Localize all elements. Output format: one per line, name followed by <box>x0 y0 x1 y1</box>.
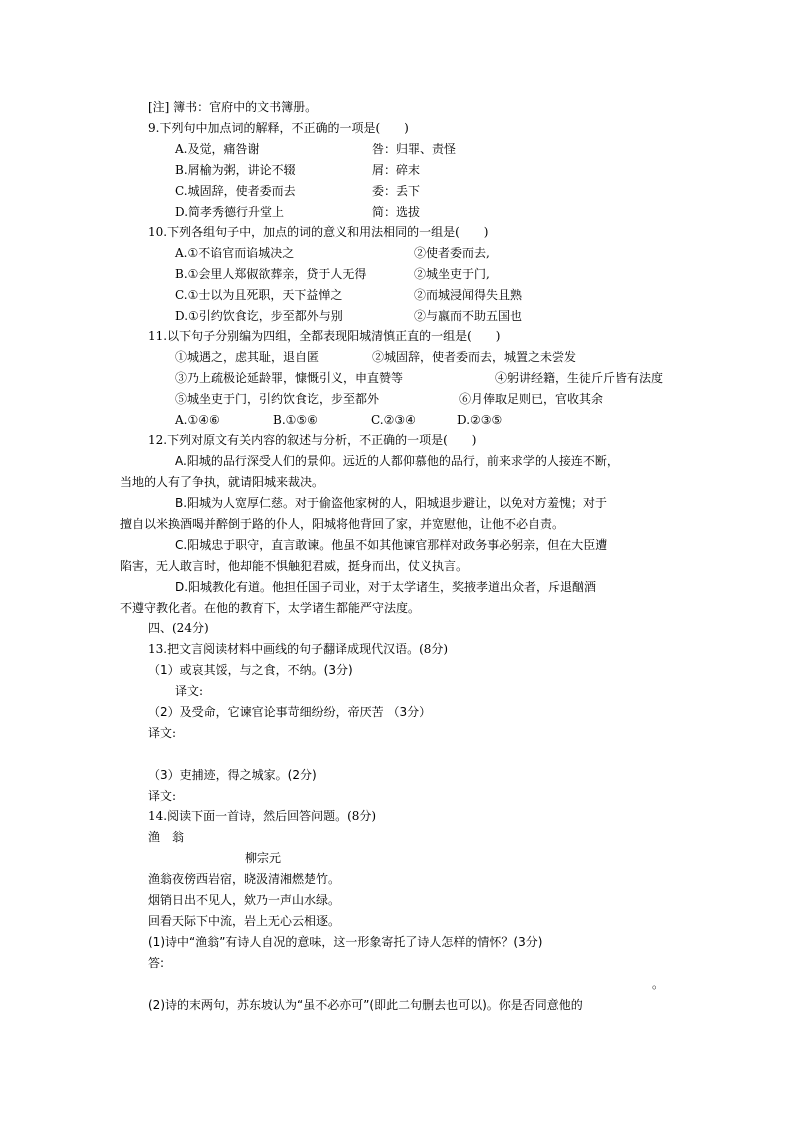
q10-option-c-right: ②而城浸闻得失且熟 <box>414 288 523 302</box>
q11-choice-d: D.②③⑤ <box>457 413 503 427</box>
q10-option-a-left: A.①不谄官而谄城决之 <box>175 246 295 260</box>
section-heading: 四、(24分) <box>148 621 209 635</box>
q11-item-3: ③乃上疏极论延龄罪，慷慨引义，申直赞等 <box>175 371 404 385</box>
q14-part-1: (1)诗中“渔翁”有诗人自况的意味，这一形象寄托了诗人怎样的情怀？(3分) <box>148 935 543 949</box>
q10-option-c-left: C.①士以为且死职，天下益惮之 <box>175 288 343 302</box>
q13-translation-label-3: 译文: <box>148 789 177 803</box>
q12-option-b-line1: B.阳城为人宽厚仁慈。对于偷盗他家树的人，阳城退步避让，以免对方羞愧；对于 <box>175 496 608 510</box>
q9-option-a <box>175 141 457 157</box>
q9-option-a-sentence: A.及觉，痛咎谢 <box>175 142 260 156</box>
q12-option-b-line2: 擅自以米换酒喝并醉倒于路的仆人，阳城将他背回了家，并宽慰他，让他不必自责。 <box>120 517 565 531</box>
q12-option-c-line2: 陷害，无人敢言时，他却能不惧触犯君威，挺身而出，仗义执言。 <box>120 559 469 573</box>
q13-translation-label-1: 译文: <box>175 684 204 698</box>
poem-author: 柳宗元 <box>245 851 282 865</box>
q12-option-a-line2: 当地的人有了争执，就请阳城来裁决。 <box>120 475 325 489</box>
q13-stem: 13.把文言阅读材料中画线的句子翻译成现代汉语。(8分) <box>148 642 449 656</box>
q12-option-d-line2: 不遵守教化者。在他的教育下，太学诸生都能严守法度。 <box>120 601 421 615</box>
q11-item-5: ⑤城坐吏于门，引约饮食讫，步至都外 <box>175 392 380 406</box>
poem-line-2: 烟销日出不见人，欸乃一声山水绿。 <box>148 893 341 907</box>
q10-option-a <box>175 245 490 261</box>
q13-translation-label-2: 译文: <box>148 726 177 740</box>
q9-option-d <box>175 204 421 220</box>
q9-option-c <box>175 183 421 199</box>
q11-item-row <box>175 370 664 386</box>
q9-option-b <box>175 162 421 178</box>
q11-item-4: ④躬讲经籍，生徒斤斤皆有法度 <box>495 371 664 385</box>
q14-answer-end-mark: 。 <box>652 977 665 991</box>
poem-title: 渔 翁 <box>148 830 185 844</box>
q9-option-c-gloss: 委：丢下 <box>372 184 421 198</box>
q11-choice-a: A.①④⑥ <box>175 413 220 427</box>
q10-stem: 10.下列各组句子中，加点的词的意义和用法相同的一组是( ) <box>148 225 489 239</box>
q9-option-b-sentence: B.屑榆为粥，讲论不辍 <box>175 163 296 177</box>
q10-option-b-left: B.①会里人郑俶欲葬亲，贷于人无得 <box>175 267 367 281</box>
q12-option-d-line1: D.阳城教化有道。他担任国子司业，对于太学诸生，奖掖孝道出众者，斥退酗酒 <box>175 580 597 594</box>
q11-item-row <box>175 391 604 407</box>
q12-stem: 12.下列对原文有关内容的叙述与分析，不正确的一项是( ) <box>148 433 477 447</box>
q10-option-c <box>175 287 523 303</box>
q10-option-b-right: ②城坐吏于门, <box>414 267 490 281</box>
q9-option-d-sentence: D.简孝秀德行升堂上 <box>175 205 285 219</box>
q11-choice-c: C.②③④ <box>371 413 416 427</box>
q10-option-b <box>175 266 490 282</box>
footnote: [注] 簿书：官府中的文书簿册。 <box>148 100 318 114</box>
q10-option-d <box>175 308 523 324</box>
q14-stem: 14.阅读下面一首诗，然后回答问题。(8分) <box>148 809 377 823</box>
q10-option-d-left: D.①引约饮食讫，步至都外与别 <box>175 309 343 323</box>
q13-sentence-3: （3）吏捕迹，得之城家。(2分) <box>148 768 317 782</box>
q14-part-2: (2)诗的末两句，苏东坡认为“虽不必亦可”(即此二句删去也可以)。你是否同意他的 <box>148 998 583 1012</box>
q11-item-2: ②城固辞，使者委而去，城置之未尝发 <box>372 350 577 364</box>
q9-stem: 9.下列句中加点词的解释，不正确的一项是( ) <box>148 121 409 135</box>
q13-sentence-1: （1）或哀其馁，与之食，不纳。(3分) <box>148 663 353 677</box>
q11-choice-b: B.①⑤⑥ <box>273 413 318 427</box>
q13-sentence-2: （2）及受命，它谏官论事苛细纷纷，帝厌苦 （3分） <box>148 705 432 719</box>
poem-line-3: 回看天际下中流，岩上无心云相逐。 <box>148 914 341 928</box>
q11-item-row <box>175 349 577 365</box>
q11-stem: 11.以下句子分别编为四组，全都表现阳城清慎正直的一组是( ) <box>148 329 501 343</box>
q9-option-c-sentence: C.城固辞，使者委而去 <box>175 184 296 198</box>
q9-option-d-gloss: 简：选拔 <box>372 205 421 219</box>
q12-option-c-line1: C.阳城忠于职守，直言敢谏。他虽不如其他谏官那样对政务事必躬亲，但在大臣遭 <box>175 538 608 552</box>
q9-option-a-gloss: 咎：归罪、责怪 <box>372 142 457 156</box>
q11-item-1: ①城遇之，虑其耻，退自匿 <box>175 350 320 364</box>
q12-option-a-line1: A.阳城的品行深受人们的景仰。远近的人都仰慕他的品行，前来求学的人接连不断， <box>175 454 619 468</box>
q14-answer-label: 答: <box>148 956 165 970</box>
q9-option-b-gloss: 屑：碎末 <box>372 163 421 177</box>
poem-line-1: 渔翁夜傍西岩宿，晓汲清湘燃楚竹。 <box>148 872 341 886</box>
q11-item-6: ⑥月俸取足则已，官收其余 <box>459 392 604 406</box>
q10-option-d-right: ②与嬴而不助五国也 <box>414 309 523 323</box>
q10-option-a-right: ②使者委而去, <box>414 246 490 260</box>
